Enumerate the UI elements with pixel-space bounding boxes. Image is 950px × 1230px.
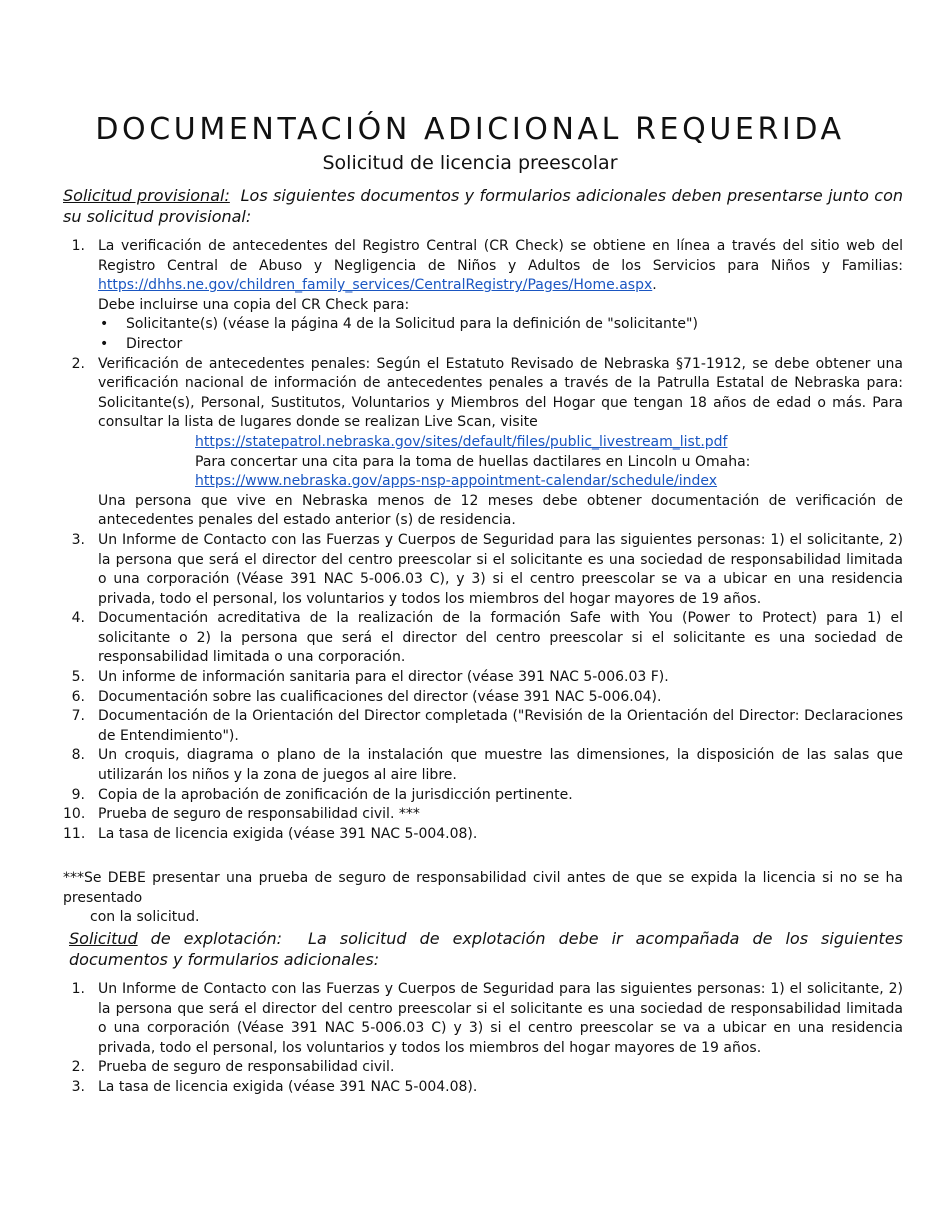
bullet-item bbox=[98, 335, 903, 355]
list-item bbox=[63, 786, 903, 806]
list-item bbox=[63, 237, 903, 355]
list-item bbox=[63, 805, 903, 825]
item-number: 4. bbox=[71, 610, 85, 627]
operation-intro-text: La solicitud de explotación debe ir acompañada de los siguientes documentos y formularios adicionales: bbox=[69, 929, 903, 969]
item-number: 5. bbox=[71, 669, 85, 686]
item-number: 2. bbox=[71, 355, 85, 372]
provisional-intro bbox=[63, 185, 903, 227]
item-number: 6. bbox=[71, 688, 85, 705]
appointment-link-row bbox=[98, 472, 903, 492]
item-text-end: . bbox=[652, 277, 657, 294]
item-number: 1. bbox=[71, 238, 85, 254]
operation-list-container bbox=[63, 980, 903, 1098]
bullet-icon: • bbox=[100, 335, 109, 352]
list-item bbox=[63, 980, 903, 1058]
item-text: Prueba de seguro de responsabilidad civil. bbox=[98, 1059, 395, 1076]
item-text: Verificación de antecedentes penales: Según el Estatuto Revisado de Nebraska §71-1912, se debe obtener una verificación nacional de información de antecedentes penales a través de la Patrulla Estatal de Nebraska para: Solicitante(s), Personal, Sustitutos, Voluntarios y Miembros del Hogar que tengan 18 años de edad o más. Para consultar la lista de lugares donde se realizan Live Scan, visite bbox=[98, 355, 903, 431]
operation-label-rest: de explotación: bbox=[137, 929, 283, 948]
list-item bbox=[63, 707, 903, 746]
item-text: Un Informe de Contacto con las Fuerzas y Cuerpos de Seguridad para las siguientes personas: 1) el solicitante, 2) la persona que será el director del centro preescolar si el solicitante es una sociedad de responsabilidad limitada o una corporación (Véase 391 NAC 5-006.03 C) y 3) si el centro preescolar se va a ubicar en una residencia privada, todo el personal, los voluntarios y todos los miembros del hogar mayores de 19 años. bbox=[98, 981, 903, 1056]
bullet-list bbox=[98, 315, 903, 354]
item-number: 3. bbox=[71, 531, 85, 548]
insurance-note bbox=[63, 869, 903, 928]
bullet-text: Solicitante(s) (véase la página 4 de la Solicitud para la definición de "solicitante") bbox=[126, 316, 698, 333]
bullet-text: Director bbox=[126, 335, 183, 352]
list-item bbox=[63, 668, 903, 688]
item-text: Copia de la aprobación de zonificación de la jurisdicción pertinente. bbox=[98, 786, 573, 803]
bullet-icon: • bbox=[100, 316, 109, 333]
list-item bbox=[63, 531, 903, 609]
item-number: 3. bbox=[71, 1078, 85, 1095]
item-text: Documentación sobre las cualificaciones del director (véase 391 NAC 5-006.04). bbox=[98, 688, 662, 705]
item-text: La verificación de antecedentes del Registro Central (CR Check) se obtiene en línea a través del sitio web del Registro Central de Abuso y Negligencia de Niños y Adultos de los Servicios para Niños y Familias: bbox=[98, 238, 903, 274]
bullet-item bbox=[98, 315, 903, 335]
appointment-calendar-link[interactable]: https://www.nebraska.gov/apps-nsp-appointment-calendar/schedule/index bbox=[195, 473, 718, 490]
item-text: Un croquis, diagrama o plano de la instalación que muestre las dimensiones, la disposición de las salas que utilizarán los niños y la zona de juegos al aire libre. bbox=[98, 747, 903, 784]
appointment-text: Para concertar una cita para la toma de huellas dactilares en Lincoln u Omaha: bbox=[195, 453, 751, 470]
item-text: Documentación acreditativa de la realización de la formación Safe with You (Power to Protect) para 1) el solicitante o 2) la persona que será el director del centro preescolar si el solicitante es una sociedad de responsabilidad limitada o una corporación. bbox=[98, 610, 903, 666]
item-extra: Debe incluirse una copia del CR Check para: bbox=[98, 296, 410, 313]
list-item bbox=[63, 609, 903, 668]
page-title: DOCUMENTACIÓN ADICIONAL REQUERIDA bbox=[95, 112, 845, 147]
provisional-intro-text: Los siguientes documentos y formularios adicionales deben presentarse junto con su solicitud provisional: bbox=[63, 186, 904, 226]
provisional-list bbox=[63, 237, 903, 844]
livescan-list-link[interactable]: https://statepatrol.nebraska.gov/sites/default/files/public_livestream_list.pdf bbox=[195, 433, 728, 450]
item-number: 8. bbox=[71, 747, 85, 764]
item-text: La tasa de licencia exigida (véase 391 NAC 5-004.08). bbox=[98, 1078, 478, 1095]
item-number: 9. bbox=[71, 786, 85, 803]
page-subtitle: Solicitud de licencia preescolar bbox=[322, 152, 618, 174]
item-extra: Una persona que vive en Nebraska menos de 12 meses debe obtener documentación de verificación de antecedentes penales del estado anterior (s) de residencia. bbox=[98, 492, 903, 529]
item-text: La tasa de licencia exigida (véase 391 NAC 5-004.08). bbox=[98, 825, 478, 842]
item-number: 7. bbox=[71, 708, 85, 725]
item-number: 2. bbox=[71, 1059, 85, 1076]
item-number: 10. bbox=[63, 806, 86, 823]
operation-label-underlined: Solicitud bbox=[69, 929, 138, 948]
list-item bbox=[63, 355, 903, 531]
provisional-list-container bbox=[63, 237, 903, 844]
item-text: Documentación de la Orientación del Director completada ("Revisión de la Orientación del Director: Declaraciones de Entendimiento"). bbox=[98, 708, 903, 744]
note-line-1: ***Se DEBE presentar una prueba de seguro de responsabilidad civil antes de que se expida la licencia si no se ha presentado bbox=[63, 870, 903, 906]
note-line-2: con la solicitud. bbox=[90, 909, 200, 926]
item-number: 11. bbox=[63, 825, 86, 842]
item-text: Prueba de seguro de responsabilidad civil. *** bbox=[98, 806, 420, 823]
item-text: Un informe de información sanitaria para el director (véase 391 NAC 5-006.03 F). bbox=[98, 669, 669, 686]
operation-list bbox=[63, 980, 903, 1098]
central-registry-link[interactable]: https://dhhs.ne.gov/children_family_services/CentralRegistry/Pages/Home.aspx bbox=[98, 277, 653, 294]
provisional-label: Solicitud provisional: bbox=[63, 186, 230, 205]
item-text: Un Informe de Contacto con las Fuerzas y Cuerpos de Seguridad para las siguientes personas: 1) el solicitante, 2) la persona que será el director del centro preescolar si el solicitante es una sociedad de responsabilidad limitada o una corporación (Véase 391 NAC 5-006.03 C), y 3) si el centro preescolar se va a ubicar en una residencia privada, todo el personal, los voluntarios y todos los miembros del hogar mayores de 19 años. bbox=[98, 531, 903, 607]
list-item bbox=[63, 688, 903, 708]
list-item bbox=[63, 825, 903, 845]
livescan-link-row bbox=[98, 433, 903, 453]
item-number: 1. bbox=[71, 981, 85, 997]
list-item bbox=[63, 1078, 903, 1098]
operation-intro bbox=[69, 928, 903, 970]
list-item bbox=[63, 1058, 903, 1078]
list-item bbox=[63, 746, 903, 785]
